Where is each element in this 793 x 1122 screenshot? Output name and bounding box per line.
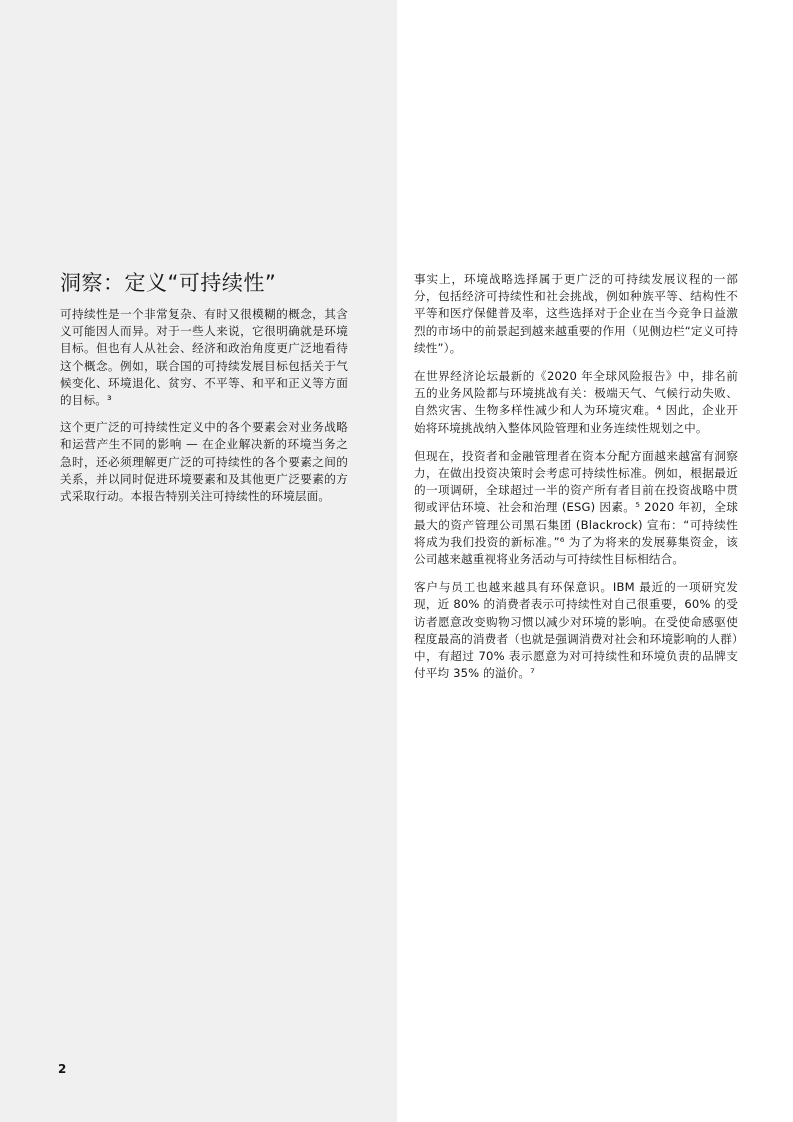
right-text-column	[414, 271, 738, 693]
paragraph: 在世界经济论坛最新的《2020 年全球风险报告》中，排名前五的业务风险都与环境挑战有关：极端天气、气候行动失败、自然灾害、生物多样性减少和人为环境灾难。⁴ 因此，企业开始将环境挑战纳入整体风险管理和业务连续性规划之中。	[414, 369, 738, 435]
page-number: 2	[58, 1062, 67, 1076]
paragraph: 事实上，环境战略选择属于更广泛的可持续发展议程的一部分，包括经济可持续性和社会挑战，例如种族平等、结构性不平等和医疗保健普及率，这些选择对于企业在当今竞争日益激烈的市场中的前景起到越来越重要的作用（见侧边栏“定义可持续性”）。	[414, 272, 738, 355]
paragraph: 这个更广泛的可持续性定义中的各个要素会对业务战略和运营产生不同的影响 — 在企业解决新的环境当务之急时，还必须理解更广泛的可持续性的各个要素之间的关系，并以同时促进环境要素和及其他更广泛要素的方式采取行动。本报告特别关注可持续性的环境层面。	[60, 420, 348, 504]
left-text-column	[60, 306, 348, 515]
paragraph: 但现在，投资者和金融管理者在资本分配方面越来越富有洞察力，在做出投资决策时会考虑可持续性标准。例如，根据最近的一项调研，全球超过一半的资产所有者目前在投资战略中贯彻或评估环境、社会和治理 (ESG) 因素。⁵ 2020 年初，全球最大的资产管理公司黑石集团 (Blackrock) 宣布：“可持续性将成为我们投资的新标准。”⁶ 为了为将来的发展募集资金，该公司越来越重视将业务活动与可持续性目标相结合。	[414, 448, 738, 567]
section-heading: 洞察：定义“可持续性”	[60, 271, 277, 295]
paragraph: 客户与员工也越来越具有环保意识。IBM 最近的一项研究发现，近 80% 的消费者表示可持续性对自己很重要，60% 的受访者愿意改变购物习惯以减少对环境的影响。在受使命感驱使程度最高的消费者（也就是强调消费对社会和环境影响的人群）中，有超过 70% 表示愿意为对可持续性和环境负责的品牌支付平均 35% 的溢价。⁷	[414, 580, 738, 681]
paragraph: 可持续性是一个非常复杂、有时又很模糊的概念，其含义可能因人而异。对于一些人来说，它很明确就是环境目标。但也有人从社会、经济和政治角度更广泛地看待这个概念。例如，联合国的可持续发展目标包括关于气候变化、环境退化、贫穷、不平等、和平和正义等方面的目标。³	[60, 307, 348, 408]
